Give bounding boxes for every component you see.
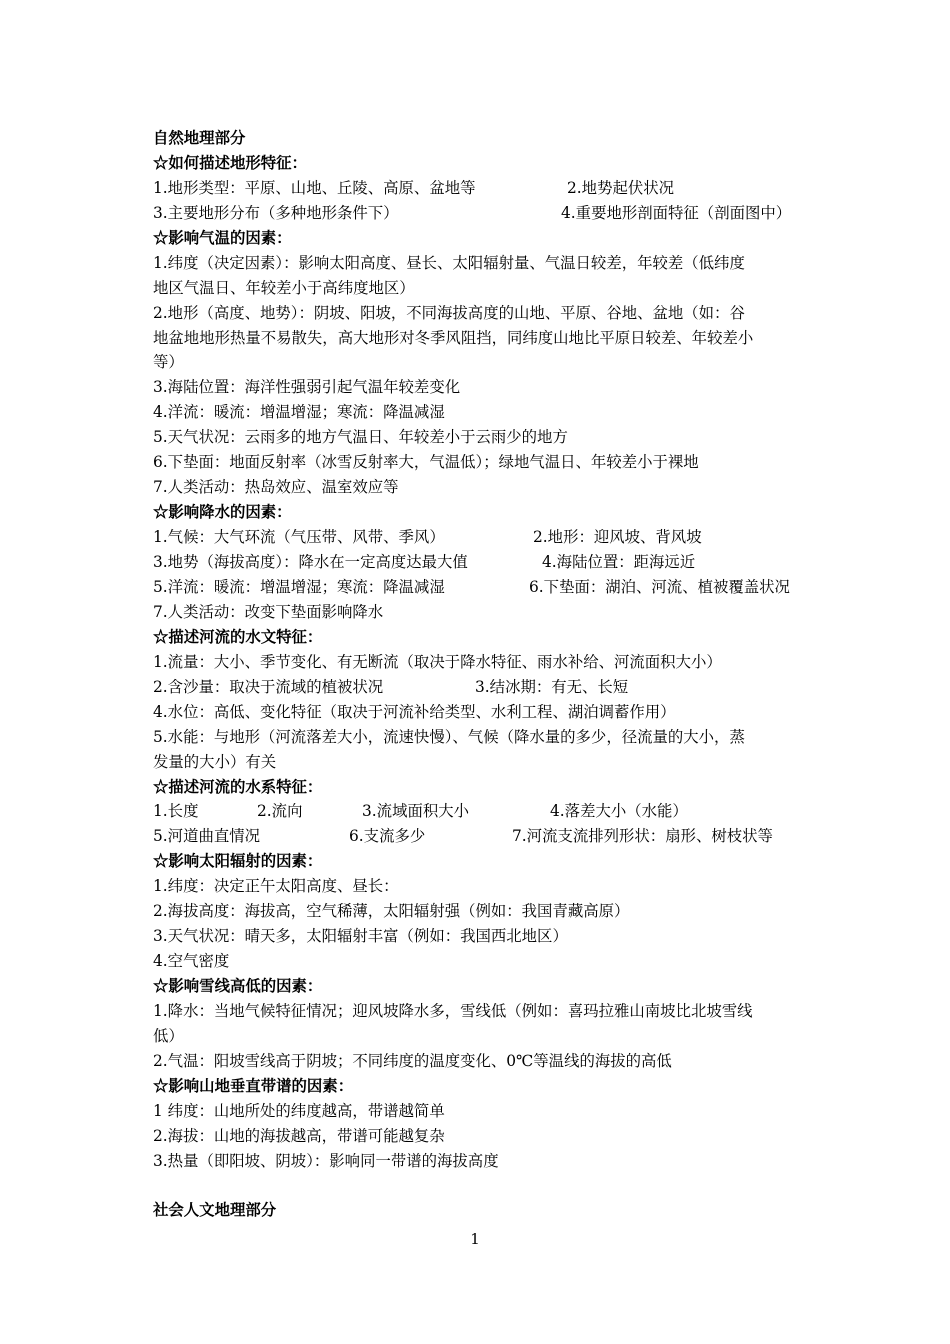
text-segment: 3.地势（海拔高度）：降水在一定高度达最大值 bbox=[153, 553, 468, 571]
text-line bbox=[153, 801, 688, 821]
text-segment: 1.气候：大气环流（气压带、风带、季风） bbox=[153, 528, 445, 546]
text-segment: 4.海陆位置：距海远近 bbox=[542, 553, 696, 571]
text-line: 1.纬度（决定因素）：影响太阳高度、昼长、太阳辐射量、气温日较差，年较差（低纬度 bbox=[153, 254, 745, 272]
text-segment: 2.地形：迎风坡、背风坡 bbox=[533, 528, 702, 546]
text-segment: 3.结冰期：有无、长短 bbox=[475, 678, 629, 696]
text-line bbox=[153, 677, 629, 697]
text-segment: 6.支流多少 bbox=[349, 827, 426, 845]
text-line: 5.水能：与地形（河流落差大小，流速快慢）、气候（降水量的多少，径流量的大小，蒸 bbox=[153, 728, 745, 746]
text-segment: 6.下垫面：湖泊、河流、植被覆盖状况 bbox=[529, 578, 790, 596]
text-segment: 3.流域面积大小 bbox=[362, 802, 470, 820]
text-segment: 3.主要地形分布（多种地形条件下） bbox=[153, 204, 399, 222]
text-line: 7.人类活动：改变下垫面影响降水 bbox=[153, 603, 384, 621]
text-segment: 5.洋流：暖流：增温增湿；寒流：降温减湿 bbox=[153, 578, 445, 596]
section-heading-solar-radiation: ☆影响太阳辐射的因素： bbox=[153, 852, 323, 870]
text-line: 2.海拔：山地的海拔越高，带谱可能越复杂 bbox=[153, 1127, 445, 1145]
part2-title: 社会人文地理部分 bbox=[153, 1201, 277, 1219]
text-line bbox=[153, 178, 675, 198]
text-line: 等） bbox=[153, 353, 184, 371]
text-line: 7.人类活动：热岛效应、温室效应等 bbox=[153, 478, 399, 496]
text-line: 4.洋流：暖流：增温增湿；寒流：降温减湿 bbox=[153, 403, 445, 421]
section-heading-river-hydrology: ☆描述河流的水文特征： bbox=[153, 628, 323, 646]
text-line bbox=[153, 552, 696, 572]
text-line: 1.流量：大小、季节变化、有无断流（取决于降水特征、雨水补给、河流面积大小） bbox=[153, 653, 722, 671]
text-line: 1.降水：当地气候特征情况；迎风坡降水多，雪线低（例如：喜玛拉雅山南坡比北坡雪线 bbox=[153, 1002, 753, 1020]
text-line: 3.热量（即阳坡、阴坡）：影响同一带谱的海拔高度 bbox=[153, 1152, 499, 1170]
part1-title: 自然地理部分 bbox=[153, 129, 246, 147]
text-segment: 2.地势起伏状况 bbox=[567, 179, 675, 197]
text-segment: 5.河道曲直情况 bbox=[153, 827, 261, 845]
text-segment: 1.地形类型：平原、山地、丘陵、高原、盆地等 bbox=[153, 179, 476, 197]
text-line: 4.水位：高低、变化特征（取决于河流补给类型、水利工程、湖泊调蓄作用） bbox=[153, 703, 676, 721]
section-heading-vertical-zonation: ☆影响山地垂直带谱的因素： bbox=[153, 1077, 354, 1095]
text-line: 1.纬度：决定正午太阳高度、昼长： bbox=[153, 877, 399, 895]
text-line bbox=[153, 577, 790, 597]
text-line: 低） bbox=[153, 1027, 184, 1045]
text-line: 1 纬度：山地所处的纬度越高，带谱越简单 bbox=[153, 1102, 445, 1120]
text-line bbox=[153, 527, 702, 547]
section-heading-snowline: ☆影响雪线高低的因素： bbox=[153, 977, 323, 995]
section-heading-precipitation: ☆影响降水的因素： bbox=[153, 503, 292, 521]
text-line: 地盆地地形热量不易散失，高大地形对冬季风阻挡，同纬度山地比平原日较差、年较差小 bbox=[153, 329, 754, 347]
text-line: 发量的大小）有关 bbox=[153, 753, 277, 771]
text-line bbox=[153, 826, 773, 846]
text-line: 2.海拔高度：海拔高，空气稀薄，太阳辐射强（例如：我国青藏高原） bbox=[153, 902, 630, 920]
text-line: 5.天气状况：云雨多的地方气温日、年较差小于云雨少的地方 bbox=[153, 428, 568, 446]
text-line bbox=[153, 203, 792, 223]
text-line: 地区气温日、年较差小于高纬度地区） bbox=[153, 279, 415, 297]
section-heading-terrain: ☆如何描述地形特征： bbox=[153, 154, 307, 172]
text-line: 2.气温：阳坡雪线高于阴坡；不同纬度的温度变化、0℃等温线的海拔的高低 bbox=[153, 1052, 672, 1070]
text-segment: 7.河流支流排列形状：扇形、树枝状等 bbox=[512, 827, 773, 845]
text-line: 4.空气密度 bbox=[153, 952, 230, 970]
page-number: 1 bbox=[470, 1230, 480, 1248]
text-segment: 4.落差大小（水能） bbox=[550, 802, 688, 820]
text-segment: 4.重要地形剖面特征（剖面图中） bbox=[561, 204, 792, 222]
section-heading-temperature: ☆影响气温的因素： bbox=[153, 229, 292, 247]
text-segment: 2.流向 bbox=[257, 802, 303, 820]
text-line: 2.地形（高度、地势）：阴坡、阳坡，不同海拔高度的山地、平原、谷地、盆地（如：谷 bbox=[153, 304, 745, 322]
section-heading-river-system: ☆描述河流的水系特征： bbox=[153, 778, 323, 796]
text-segment: 2.含沙量：取决于流域的植被状况 bbox=[153, 678, 384, 696]
text-line: 3.海陆位置：海洋性强弱引起气温年较差变化 bbox=[153, 378, 461, 396]
text-segment: 1.长度 bbox=[153, 802, 199, 820]
text-line: 3.天气状况：晴天多，太阳辐射丰富（例如：我国西北地区） bbox=[153, 927, 568, 945]
text-line: 6.下垫面：地面反射率（冰雪反射率大，气温低）；绿地气温日、年较差小于裸地 bbox=[153, 453, 699, 471]
